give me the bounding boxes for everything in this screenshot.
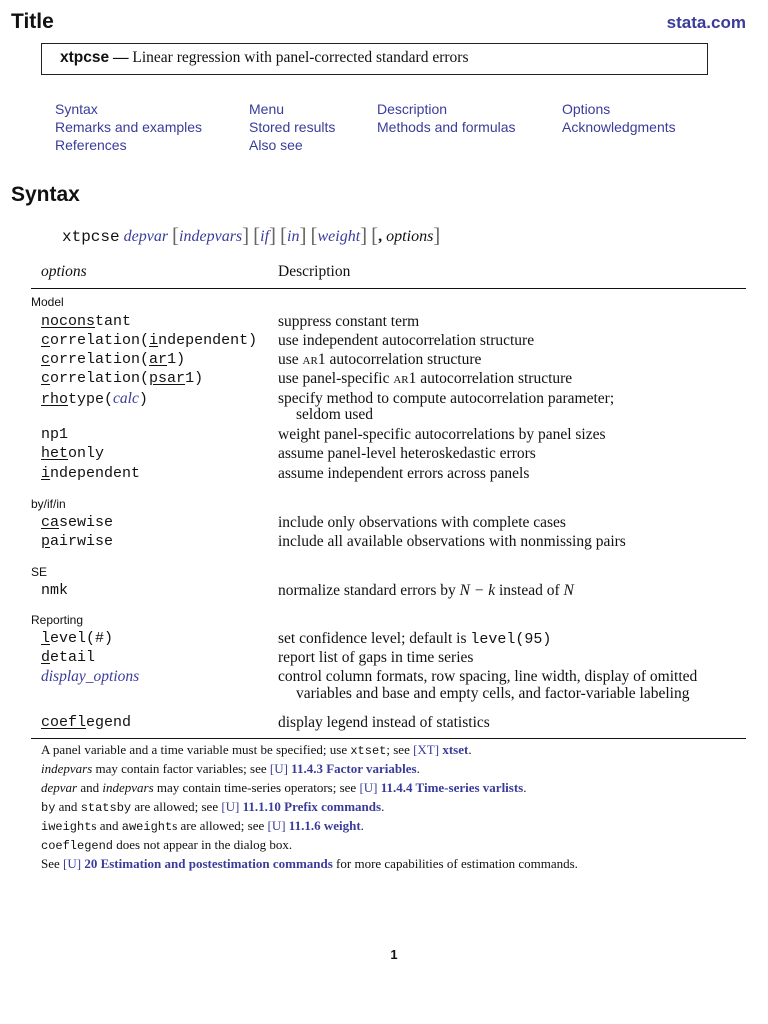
title-dash: —	[113, 49, 129, 66]
option-description: assume panel-level heteroskedastic errors	[278, 445, 536, 462]
option-rest: airwise	[50, 533, 114, 550]
note-text: s and	[91, 818, 122, 833]
option-abbrev: i	[149, 332, 159, 349]
note-line	[41, 837, 292, 853]
note-text: does not appear in the dialog box.	[113, 837, 293, 852]
option-rest: evel(#)	[50, 630, 114, 647]
option-abbrev: nocons	[41, 313, 96, 330]
option-casewise[interactable]	[41, 514, 113, 531]
desc-text: 1 autocorrelation structure	[408, 370, 573, 387]
syntax-options: options	[386, 228, 434, 245]
option-noconstant[interactable]	[41, 313, 131, 330]
syntax-line	[62, 222, 440, 247]
nav-link-references[interactable]: References	[55, 137, 127, 153]
note-line	[41, 799, 384, 815]
option-np1[interactable]: np1	[41, 426, 69, 443]
desc-text: instead of	[495, 582, 564, 599]
option-nmk[interactable]: nmk	[41, 582, 69, 599]
desc-text: 1 autocorrelation structure	[317, 351, 482, 368]
desc-smallcaps: ar	[393, 370, 409, 387]
title-box	[41, 43, 708, 75]
option-rest: 1)	[185, 370, 204, 387]
note-text: s are allowed; see	[172, 818, 268, 833]
note-text: .	[416, 761, 420, 776]
open-bracket: [	[253, 223, 261, 247]
manual-entry-link[interactable]: 20 Estimation and postestimation commands	[84, 856, 333, 871]
note-text: and	[77, 780, 103, 795]
manual-ref-link[interactable]: [XT]	[413, 742, 440, 757]
note-text: and	[55, 799, 81, 814]
option-abbrev: ca	[41, 514, 60, 531]
option-abbrev: coefl	[41, 714, 87, 731]
note-var: indepvars	[102, 780, 154, 795]
option-rest: orrelation(	[50, 370, 150, 387]
option-rest: tant	[95, 313, 132, 330]
nav-link-options[interactable]: Options	[562, 101, 611, 117]
manual-ref-link[interactable]: [U]	[63, 856, 82, 871]
syntax-comma: ,	[378, 228, 383, 245]
option-abbrev: rho	[41, 391, 69, 408]
note-text: A panel variable and a time variable must be specified; use	[41, 742, 351, 757]
nav-link-remarks[interactable]: Remarks and examples	[55, 119, 203, 135]
note-text: .	[381, 799, 385, 814]
option-rest: only	[68, 445, 105, 462]
option-abbrev: ar	[149, 351, 168, 368]
note-text: may contain time-series operators; see	[153, 780, 360, 795]
syntax-weight[interactable]: weight	[317, 228, 361, 245]
desc-text: use panel-specific	[278, 370, 394, 387]
option-description: report list of gaps in time series	[278, 649, 474, 666]
desc-text: normalize standard errors by	[278, 582, 460, 599]
option-rest: ndependent	[50, 465, 141, 482]
nav-link-menu[interactable]: Menu	[249, 101, 285, 117]
option-description: include only observations with complete cases	[278, 514, 566, 531]
note-code: coeflegend	[41, 839, 114, 853]
option-abbrev: i	[41, 465, 51, 482]
option-abbrev: c	[41, 370, 51, 387]
option-description	[278, 351, 481, 369]
note-line	[41, 818, 364, 834]
description-column-header: Description	[278, 263, 351, 280]
note-text: for more capabilities of estimation commands.	[332, 856, 578, 871]
option-description: suppress constant term	[278, 313, 420, 330]
table-top-rule	[31, 288, 746, 289]
option-rest: egend	[86, 714, 132, 731]
close-bracket: ]	[269, 223, 277, 247]
manual-entry-link[interactable]: 11.1.6 weight	[288, 818, 361, 833]
note-line	[41, 742, 472, 758]
group-label-model: Model	[31, 295, 64, 309]
option-rest: )	[138, 391, 148, 408]
manual-entry-link[interactable]: 11.4.3 Factor variables	[291, 761, 417, 776]
option-abbrev: l	[41, 630, 51, 647]
note-var: indepvars	[41, 761, 93, 776]
close-bracket: ]	[360, 223, 368, 247]
table-bottom-rule	[31, 738, 746, 739]
note-code: by	[41, 801, 56, 815]
option-rest: sewise	[59, 514, 114, 531]
open-bracket: [	[172, 223, 180, 247]
option-description: use independent autocorrelation structure	[278, 332, 535, 349]
manual-entry-link[interactable]: xtset	[442, 742, 469, 757]
nav-link-acknowledgments[interactable]: Acknowledgments	[562, 119, 676, 135]
note-code: aweight	[121, 820, 173, 834]
option-description	[278, 370, 572, 388]
note-var: depvar	[41, 780, 78, 795]
option-description: display legend instead of statistics	[278, 714, 490, 731]
manual-ref-link[interactable]: [U]	[359, 780, 378, 795]
option-description-continued: seldom used	[296, 406, 374, 423]
title-text	[60, 49, 469, 67]
options-column-header: options	[41, 263, 87, 280]
note-text: are allowed; see	[131, 799, 222, 814]
option-rest: etail	[50, 649, 96, 666]
option-display-options[interactable]	[41, 668, 139, 686]
option-description: specify method to compute autocorrelation parameter;	[278, 390, 615, 407]
manual-ref-link[interactable]: [U]	[269, 761, 288, 776]
note-text: .	[523, 780, 527, 795]
note-text: .	[360, 818, 364, 833]
option-description-continued: variables and base and empty cells, and factor-variable labeling	[296, 685, 690, 702]
option-correlation-psar1[interactable]	[41, 370, 203, 387]
syntax-heading: Syntax	[11, 183, 80, 206]
note-text: See	[41, 856, 64, 871]
option-description: assume independent errors across panels	[278, 465, 530, 482]
group-label-se: SE	[31, 565, 48, 579]
desc-math: N − k	[459, 582, 496, 599]
option-abbrev: d	[41, 649, 51, 666]
syntax-in[interactable]: in	[287, 228, 300, 245]
open-bracket: [	[310, 223, 318, 247]
option-hetonly[interactable]	[41, 445, 104, 462]
nav-link-description[interactable]: Description	[377, 101, 448, 117]
option-rest: type(	[68, 391, 114, 408]
note-line	[41, 761, 420, 777]
page-header-title: Title	[11, 10, 54, 33]
option-level[interactable]	[41, 630, 113, 647]
syntax-indepvars[interactable]: indepvars	[179, 228, 243, 245]
manual-ref-link[interactable]: [U]	[267, 818, 286, 833]
nav-link-syntax[interactable]: Syntax	[55, 101, 98, 117]
close-bracket: ]	[433, 223, 441, 247]
note-line	[41, 780, 527, 796]
option-description	[278, 630, 551, 648]
nav-link-also-see[interactable]: Also see	[249, 137, 303, 153]
syntax-if[interactable]: if	[260, 228, 270, 245]
command-description: Linear regression with panel-corrected standard errors	[132, 49, 469, 66]
option-argument[interactable]: display_options	[41, 668, 140, 685]
option-detail[interactable]	[41, 649, 95, 666]
manual-entry-link[interactable]: 11.4.4 Time-series varlists	[380, 780, 524, 795]
manual-entry-link[interactable]: 11.1.10 Prefix commands	[242, 799, 382, 814]
option-correlation-independent[interactable]	[41, 332, 257, 349]
manual-ref-link[interactable]: [U]	[221, 799, 240, 814]
option-description: include all available observations with nonmissing pairs	[278, 533, 626, 550]
syntax-command: xtpcse	[62, 228, 120, 246]
option-abbrev: c	[41, 351, 51, 368]
nav-link-stored-results[interactable]: Stored results	[249, 119, 336, 135]
option-independent[interactable]	[41, 465, 140, 482]
note-text: may contain factor variables; see	[92, 761, 270, 776]
command-name: xtpcse	[60, 49, 110, 66]
close-bracket: ]	[242, 223, 250, 247]
option-abbrev: p	[41, 533, 51, 550]
note-code: iweight	[41, 820, 92, 834]
option-rest: ndependent)	[158, 332, 258, 349]
option-pairwise[interactable]	[41, 533, 113, 550]
option-description: weight panel-specific autocorrelations by panel sizes	[278, 426, 606, 443]
desc-text: set confidence level; default is	[278, 630, 471, 647]
option-rest: orrelation(	[50, 332, 150, 349]
page-number: 1	[390, 947, 398, 962]
note-code: xtset	[350, 744, 387, 758]
close-bracket: ]	[299, 223, 307, 247]
desc-code: level(95)	[470, 631, 552, 648]
option-rest: orrelation(	[50, 351, 150, 368]
option-argument[interactable]: calc	[113, 390, 139, 407]
option-correlation-ar1[interactable]	[41, 351, 185, 368]
option-rest: 1)	[167, 351, 186, 368]
open-bracket: [	[371, 223, 379, 247]
stata-site-link[interactable]: stata.com	[666, 13, 746, 32]
option-abbrev: psar	[149, 370, 186, 387]
option-description: control column formats, row spacing, line width, display of omitted	[278, 668, 698, 685]
option-coeflegend[interactable]	[41, 714, 131, 731]
option-description	[278, 582, 574, 600]
note-code: statsby	[80, 801, 132, 815]
nav-link-methods[interactable]: Methods and formulas	[377, 119, 516, 135]
desc-math: N	[563, 582, 574, 599]
note-text: .	[468, 742, 472, 757]
note-line	[41, 856, 578, 872]
desc-text: use	[278, 351, 303, 368]
option-abbrev: c	[41, 332, 51, 349]
group-label-byifin: by/if/in	[31, 497, 66, 511]
syntax-depvar[interactable]: depvar	[123, 228, 169, 245]
option-rhotype[interactable]	[41, 390, 148, 408]
option-abbrev: het	[41, 445, 69, 462]
desc-smallcaps: ar	[302, 351, 318, 368]
group-label-reporting: Reporting	[31, 613, 84, 627]
note-text: ; see	[386, 742, 414, 757]
open-bracket: [	[280, 223, 288, 247]
